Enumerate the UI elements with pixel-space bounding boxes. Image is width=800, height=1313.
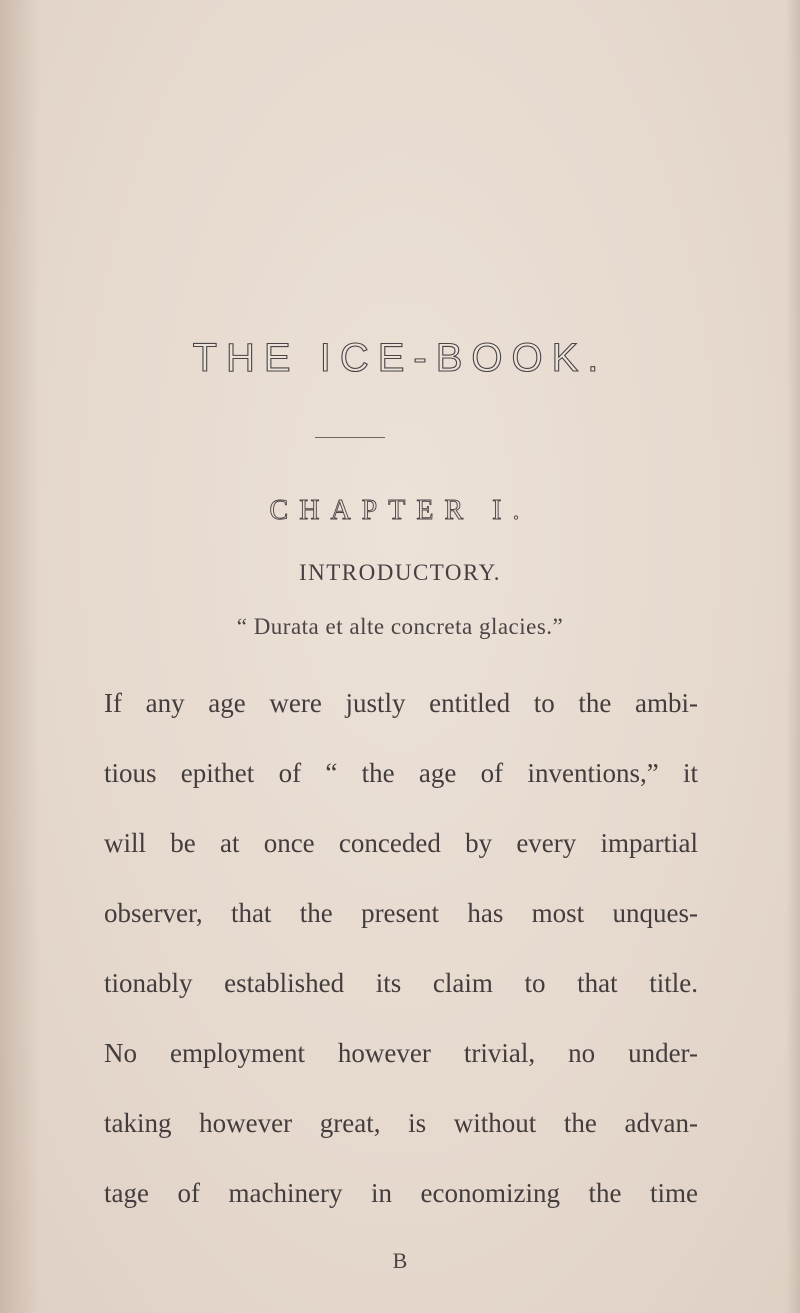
chapter-subtitle: INTRODUCTORY. [298, 560, 502, 585]
chapter-heading: CHAPTER I. [269, 495, 531, 526]
epigraph: “ Durata et alte concreta glacies.” [236, 614, 564, 639]
body-text-line: No employment however trivial, no under- [104, 1038, 698, 1068]
body-text-line: tionably established its claim to that title. [104, 968, 698, 998]
book-title: THE ICE-BOOK. [192, 336, 608, 380]
body-text-line: tious epithet of “ the age of inventions,” it [104, 758, 698, 788]
title-divider [315, 437, 385, 438]
body-text-line: If any age were justly entitled to the ambi- [104, 688, 698, 718]
body-text-line: tage of machinery in economizing the time [104, 1178, 698, 1208]
body-text-line: observer, that the present has most unques- [104, 898, 698, 928]
signature-mark: B [392, 1248, 408, 1273]
body-text-line: taking however great, is without the advan- [104, 1108, 698, 1138]
body-text-line: will be at once conceded by every impartial [104, 828, 698, 858]
